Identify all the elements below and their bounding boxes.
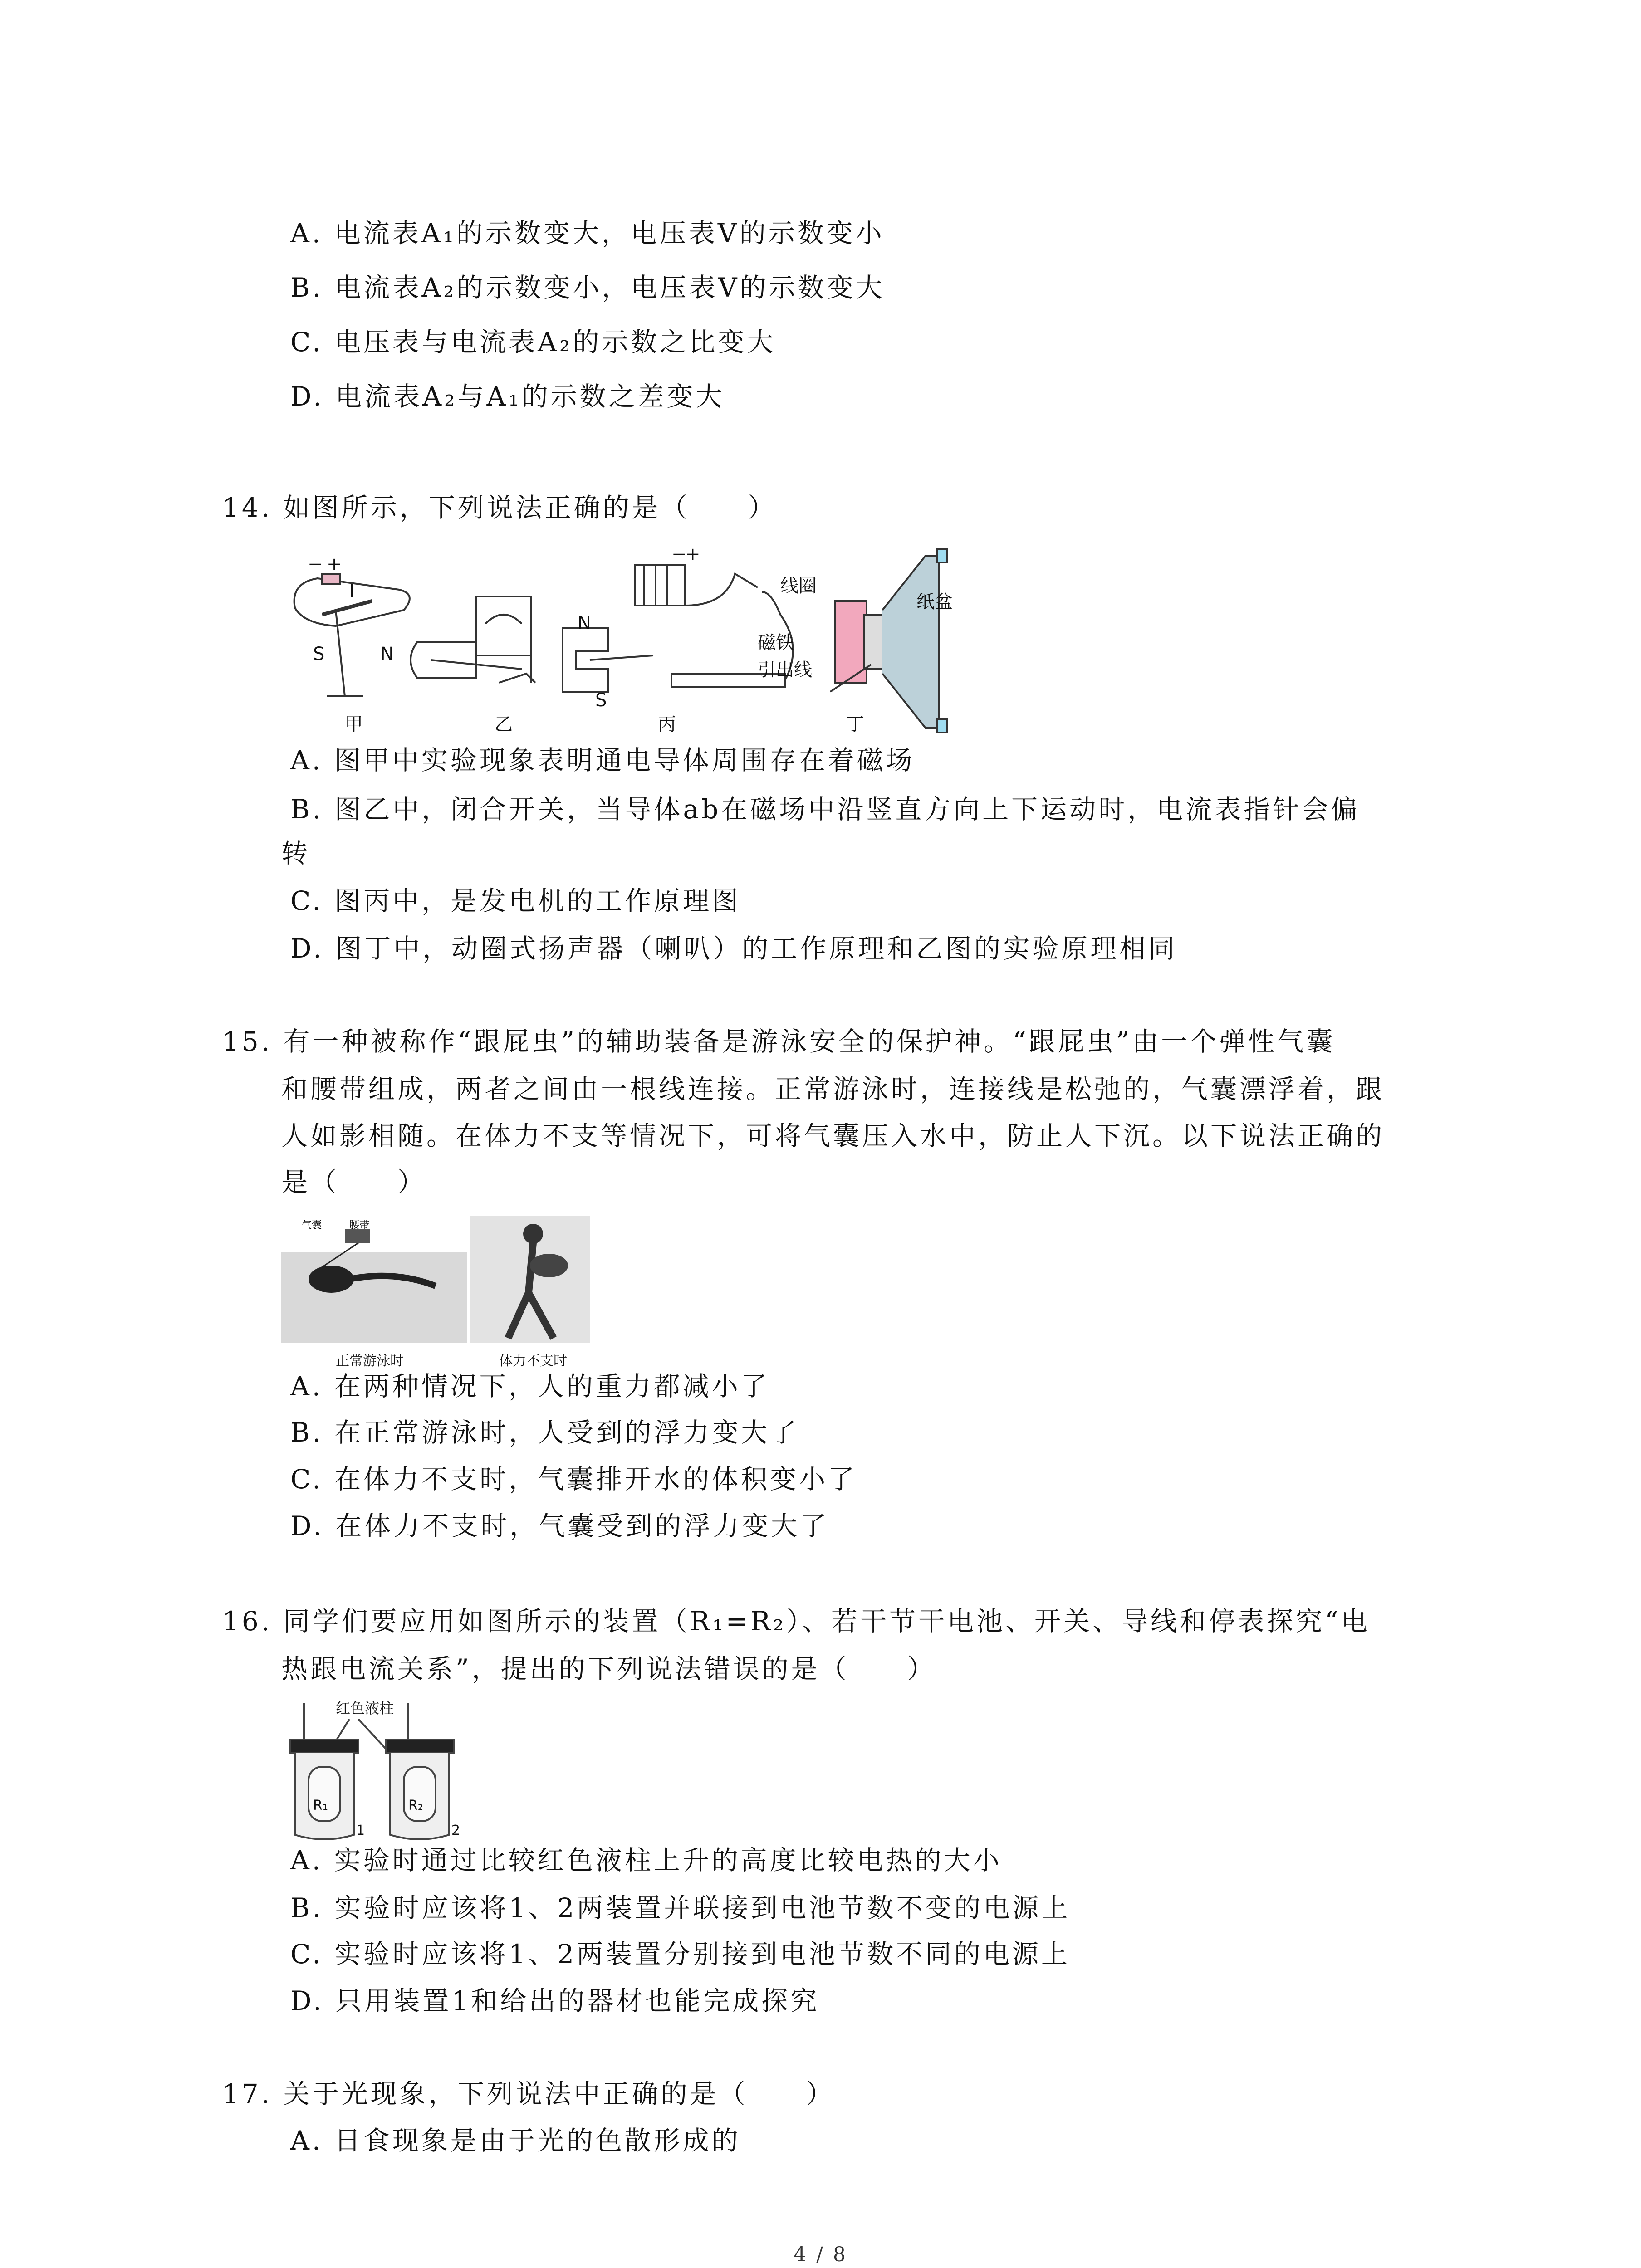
q14-option-a: A. 图甲中实验现象表明通电导体周围存在着磁场 — [290, 745, 915, 776]
figure-bing-s: S — [595, 690, 607, 711]
figure-ding-coil: 线圈 — [780, 576, 817, 596]
r1-label: R₁ — [313, 1798, 328, 1813]
q15-option-a: A. 在两种情况下，人的重力都减小了 — [290, 1371, 770, 1402]
q15-option-b: B. 在正常游泳时，人受到的浮力变大了 — [290, 1417, 799, 1448]
q15-stem-line-2: 和腰带组成，两者之间由一根线连接。正常游泳时，连接线是松弛的，气囊漂浮着，跟 — [281, 1074, 1385, 1105]
air-bag-normal — [345, 1229, 370, 1243]
q14-option-b: B. 图乙中，闭合开关，当导体ab在磁场中沿竖直方向上下运动时，电流表指针会偏 — [290, 794, 1360, 825]
q14-figure — [281, 547, 985, 737]
swimmer-normal — [309, 1266, 354, 1293]
air-bag-tired — [530, 1254, 568, 1277]
figure-ding-magnet: 磁铁 — [758, 632, 794, 653]
q15-stem-line-1: 15. 有一种被称作“跟屁虫”的辅助装备是游泳安全的保护神。“跟屁虫”由一个弹性气囊 — [222, 1026, 1336, 1057]
q16-stem-line-2: 热跟电流关系”，提出的下列说法错误的是（ ） — [281, 1653, 936, 1684]
figure-jia-minus: − — [308, 554, 323, 575]
figure-label-yi: 乙 — [495, 714, 513, 735]
device-2-label: 2 — [451, 1823, 460, 1838]
red-liquid-label: 红色液柱 — [336, 1700, 394, 1717]
figure-bing-n: N — [578, 613, 591, 634]
q17-option-a: A. 日食现象是由于光的色散形成的 — [290, 2125, 741, 2156]
figure-ding-lead: 引出线 — [758, 660, 812, 680]
caption-tired: 体力不支时 — [499, 1353, 567, 1369]
figure-jia-i: I — [349, 581, 355, 602]
q16-option-d: D. 只用装置1和给出的器材也能完成探究 — [290, 1985, 820, 2016]
q15-option-c: C. 在体力不支时，气囊排开水的体积变小了 — [290, 1464, 857, 1495]
figure-jia-s: S — [313, 644, 325, 665]
figure-label-bing: 丙 — [658, 714, 676, 735]
q15-stem-line-3: 人如影相随。在体力不支等情况下，可将气囊压入水中，防止人下沉。以下说法正确的 — [281, 1120, 1385, 1151]
figure-jia-plus: + — [327, 554, 342, 575]
q13-option-a: A. 电流表A₁的示数变大，电压表V的示数变小 — [290, 218, 885, 249]
figure-label-ding: 丁 — [846, 714, 864, 735]
figure-bing-plus: + — [685, 547, 700, 565]
q13-option-b: B. 电流表A₂的示数变小，电压表V的示数变大 — [290, 272, 885, 303]
q16-option-c: C. 实验时应该将1、2两装置分别接到电池节数不同的电源上 — [290, 1939, 1070, 1970]
q14-option-d: D. 图丁中，动圈式扬声器（喇叭）的工作原理和乙图的实验原理相同 — [290, 933, 1178, 964]
q16-option-a: A. 实验时通过比较红色液柱上升的高度比较电热的大小 — [290, 1845, 1002, 1876]
figure-jia-n: N — [380, 644, 394, 665]
q15-option-d: D. 在体力不支时，气囊受到的浮力变大了 — [290, 1510, 829, 1541]
label-air-bag: 气囊 — [302, 1220, 322, 1231]
swimmer-tired-head — [523, 1224, 543, 1244]
label-belt: 腰带 — [349, 1220, 370, 1231]
q16-figure — [281, 1699, 463, 1844]
q13-option-c: C. 电压表与电流表A₂的示数之比变大 — [290, 327, 776, 357]
device-1-label: 1 — [356, 1823, 365, 1838]
figure-ding-cone: 纸盆 — [916, 591, 953, 612]
q15-figure — [281, 1216, 590, 1370]
q16-option-b: B. 实验时应该将1、2两装置并联接到电池节数不变的电源上 — [290, 1892, 1071, 1923]
normal-swim-water — [281, 1252, 467, 1343]
caption-normal: 正常游泳时 — [336, 1353, 404, 1369]
figure-bing-minus: − — [671, 547, 687, 565]
q16-stem-line-1: 16. 同学们要应用如图所示的装置（R₁=R₂）、若干节干电池、开关、导线和停表探究“电 — [222, 1606, 1370, 1637]
q13-option-d: D. 电流表A₂与A₁的示数之差变大 — [290, 381, 725, 412]
q14-stem: 14. 如图所示，下列说法正确的是（ ） — [222, 492, 777, 523]
r2-label: R₂ — [408, 1798, 423, 1813]
q14-option-b-cont: 转 — [281, 838, 311, 869]
q15-stem-line-4: 是（ ） — [281, 1167, 427, 1198]
q14-option-c: C. 图丙中，是发电机的工作原理图 — [290, 885, 741, 916]
figure-label-jia: 甲 — [345, 714, 363, 735]
page-number: 4 / 8 — [794, 2243, 847, 2266]
q17-stem: 17. 关于光现象，下列说法中正确的是（ ） — [222, 2078, 835, 2109]
figure-ding — [830, 549, 947, 733]
figure-yi — [411, 596, 535, 683]
